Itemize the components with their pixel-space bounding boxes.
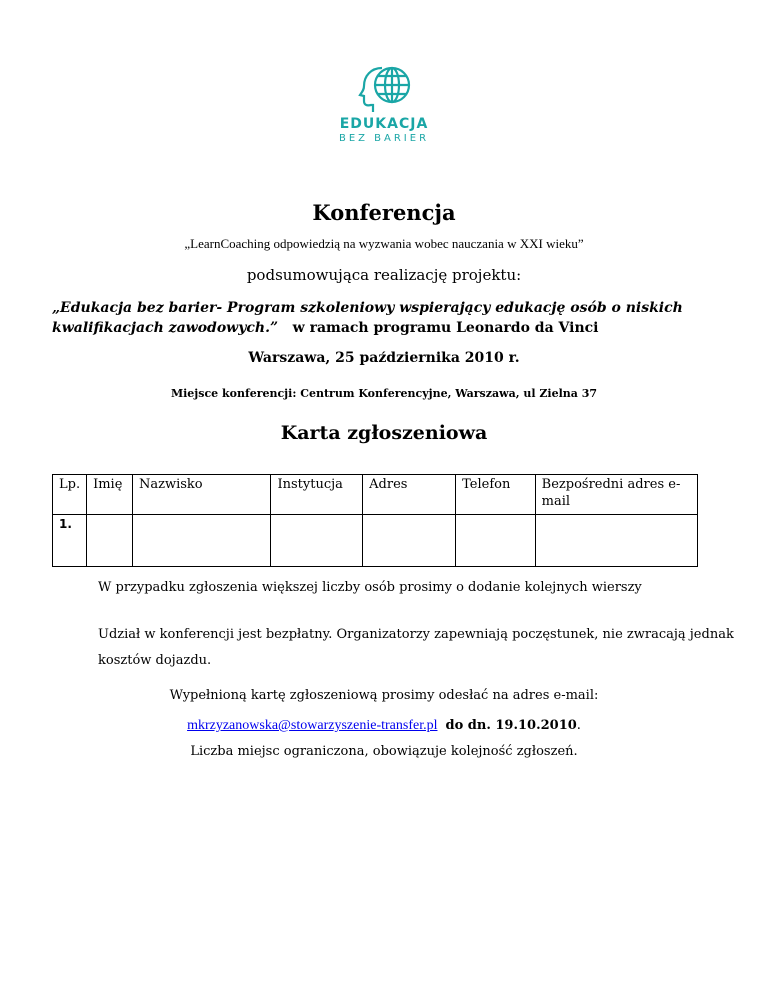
logo-text-sub: BEZ BARIER xyxy=(338,133,430,144)
summary-line: podsumowująca realizację projektu: xyxy=(246,266,522,284)
table-row xyxy=(53,515,698,567)
send-instruction: Wypełnioną kartę zgłoszeniową prosimy odesłać na adres e-mail: xyxy=(169,688,599,703)
institution-cell[interactable] xyxy=(271,515,363,567)
address-cell[interactable] xyxy=(363,515,456,567)
event-date: Warszawa, 25 października 2010 r. xyxy=(248,350,520,366)
first-name-cell[interactable] xyxy=(87,515,133,567)
conference-subtitle: „LearnCoaching odpowiedzią na wyzwania wobec nauczania w XXI wieku” xyxy=(184,236,584,251)
project-description xyxy=(52,298,732,338)
contact-email-link[interactable]: mkrzyzanowska@stowarzyszenie-transfer.pl xyxy=(187,718,438,733)
table-header-row xyxy=(53,475,698,515)
column-header-last-name: Nazwisko xyxy=(133,475,271,515)
column-header-first-name: Imię xyxy=(87,475,133,515)
column-header-institution: Instytucja xyxy=(271,475,363,515)
logo xyxy=(328,64,440,145)
last-name-cell[interactable] xyxy=(133,515,271,567)
deadline-period: . xyxy=(576,718,581,733)
logo-text-main: EDUKACJA xyxy=(339,116,429,132)
registration-table xyxy=(52,474,698,567)
project-name: „Edukacja bez barier- Program szkoleniowy wspierający edukację osób o niskich kwalifikacjach zawodowych.” xyxy=(52,300,683,336)
email-line xyxy=(0,718,768,734)
program-name: w ramach programu Leonardo da Vinci xyxy=(292,320,599,336)
column-header-phone: Telefon xyxy=(456,475,536,515)
column-header-email: Bezpośredni adres e-mail xyxy=(535,475,697,515)
phone-cell[interactable] xyxy=(456,515,536,567)
globe-head-icon xyxy=(352,64,416,114)
row-number: 1. xyxy=(53,515,87,567)
seat-limit-note: Liczba miejsc ograniczona, obowiązuje kolejność zgłoszeń. xyxy=(190,744,578,759)
column-header-address: Adres xyxy=(363,475,456,515)
form-title: Karta zgłoszeniowa xyxy=(280,422,488,444)
email-cell[interactable] xyxy=(535,515,697,567)
page-title: Konferencja xyxy=(312,200,456,225)
deadline: do dn. 19.10.2010 xyxy=(445,718,577,733)
column-header-lp: Lp. xyxy=(53,475,87,515)
event-venue: Miejsce konferencji: Centrum Konferencyjne, Warszawa, ul Zielna 37 xyxy=(170,387,598,400)
free-participation-note: Udział w konferencji jest bezpłatny. Organizatorzy zapewniają poczęstunek, nie zwracają jednak kosztów dojazdu. xyxy=(98,627,734,668)
more-rows-note: W przypadku zgłoszenia większej liczby osób prosimy o dodanie kolejnych wierszy xyxy=(98,580,642,595)
